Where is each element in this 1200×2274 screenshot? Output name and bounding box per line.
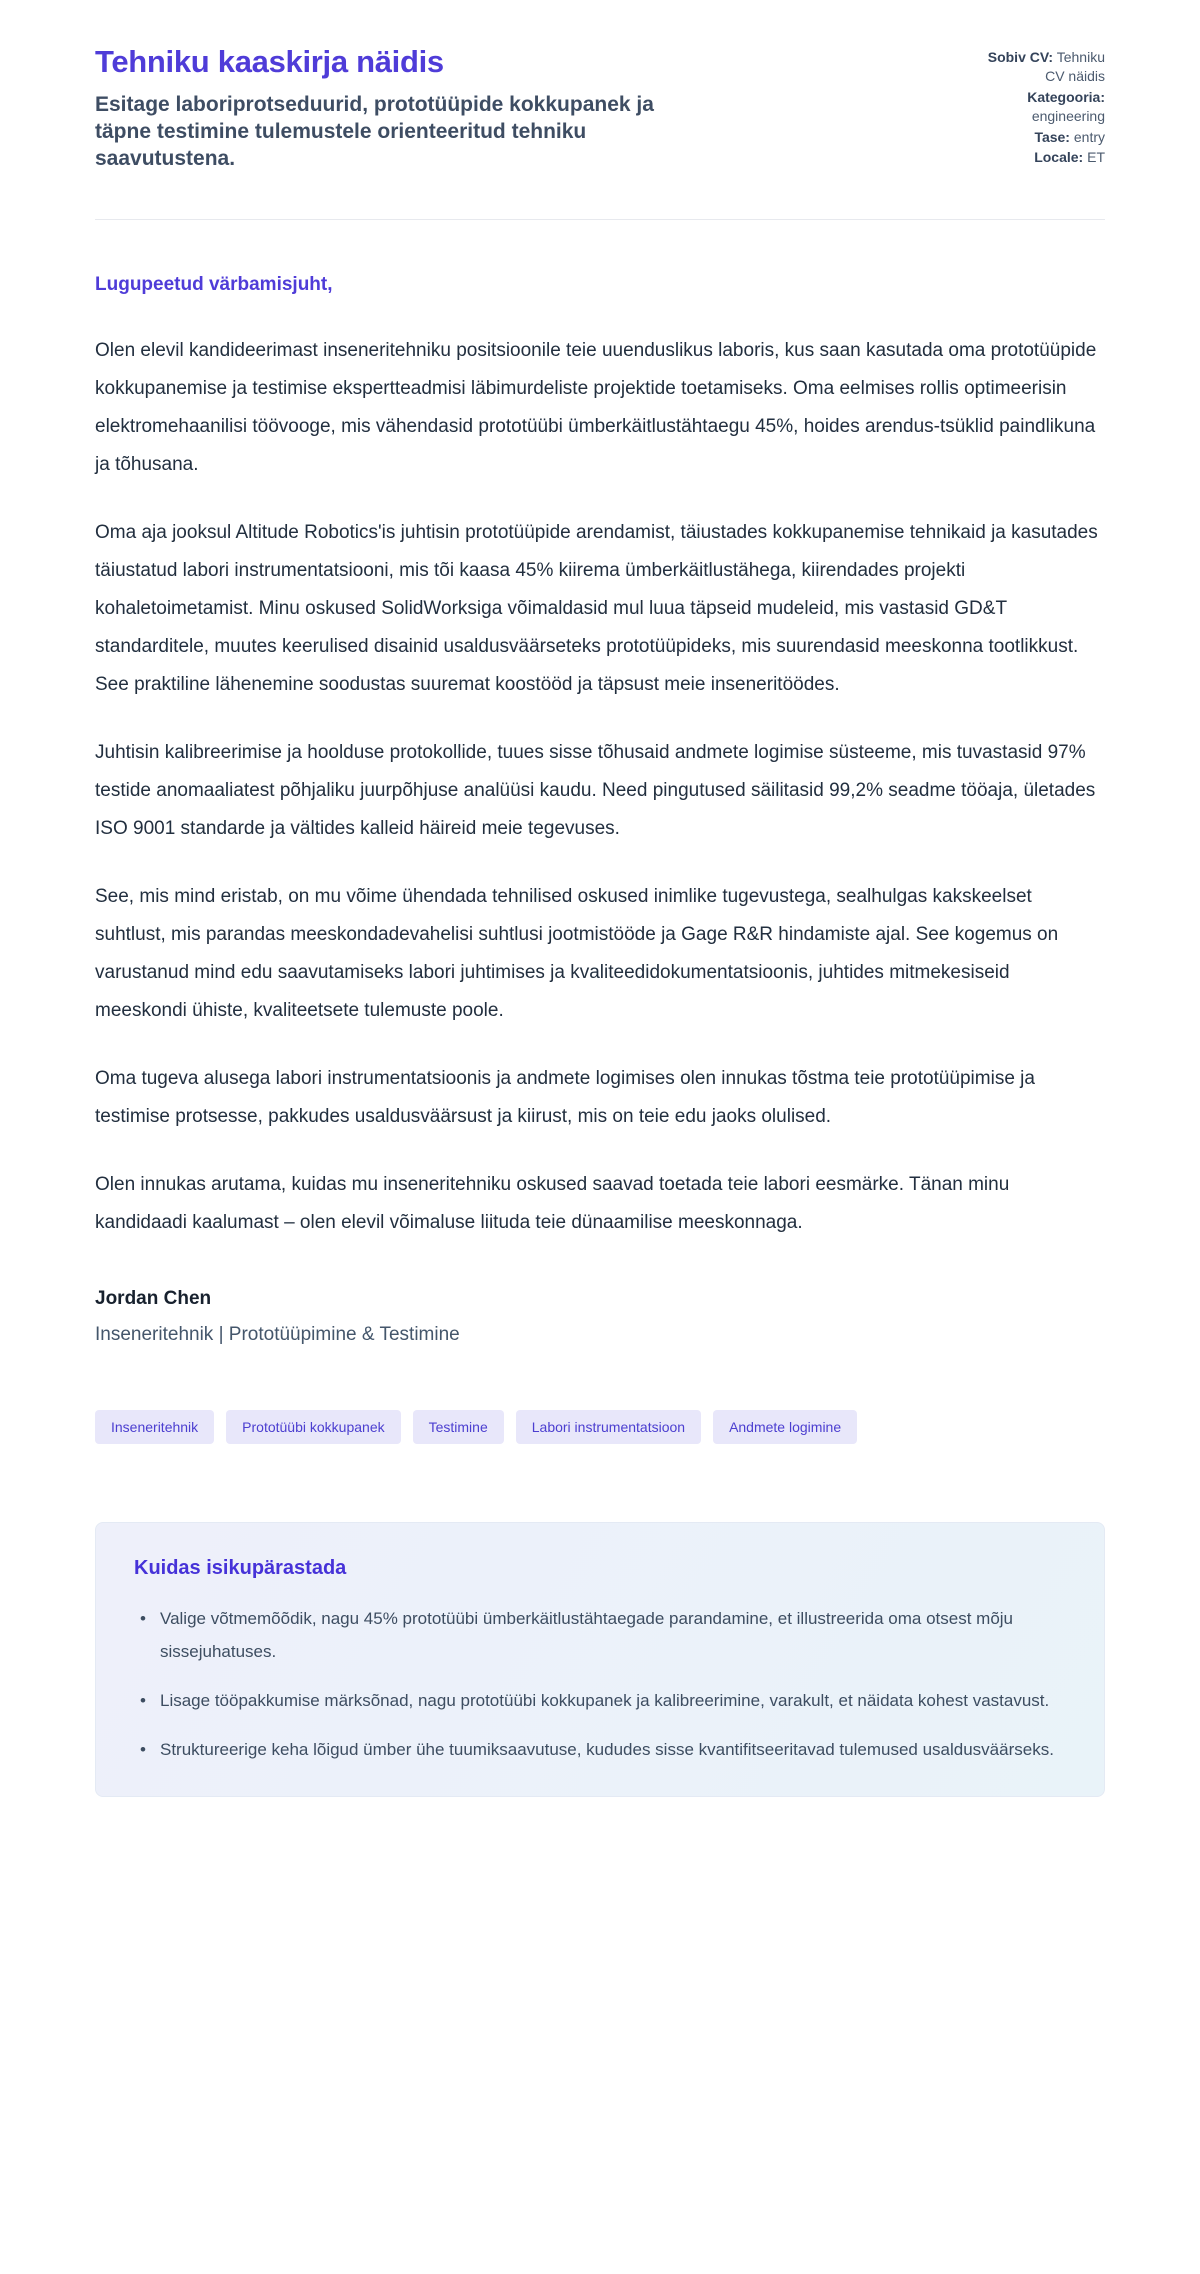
meta-value: ET — [1087, 149, 1105, 166]
letter-body — [95, 274, 1105, 1346]
meta-level — [975, 128, 1105, 147]
meta-panel — [975, 44, 1105, 169]
tip-item — [134, 1684, 1066, 1717]
keyword-tag: Testimine — [413, 1410, 504, 1444]
header-titles — [95, 44, 695, 173]
meta-category — [975, 88, 1105, 126]
meta-value: entry — [1073, 128, 1105, 145]
signature-title: Inseneritehnik | Prototüüpimine & Testimine — [95, 1323, 460, 1345]
tip-text: Lisage tööpakkumise märksõnad, nagu prototüübi kokkupanek ja kalibreerimine, varakult, et näidata kohest vastavust. — [160, 1690, 1050, 1710]
personalization-tips-box — [95, 1522, 1105, 1798]
signature-name: Jordan Chen — [95, 1287, 212, 1309]
keyword-tag: Inseneritehnik — [95, 1410, 214, 1444]
meta-label: Tase: — [1034, 128, 1070, 145]
keyword-tag-list — [95, 1410, 1105, 1444]
header-divider — [95, 219, 1105, 220]
tip-item — [134, 1602, 1066, 1668]
tip-item — [134, 1733, 1066, 1766]
meta-label: Sobiv CV: — [987, 49, 1054, 65]
letter-paragraph-5: Oma tugeva alusega labori instrumentatsioonis ja andmete logimises olen innukas tõstma teie prototüüpimise ja testimise protsesse, pakkudes usaldusväärsust ja kiirust, mis on teie edu jaoks olulised. — [95, 1067, 1035, 1127]
meta-value: engineering — [1031, 107, 1105, 124]
letter-paragraph-3: Juhtisin kalibreerimise ja hoolduse protokollide, tuues sisse tõhusaid andmete logimise süsteeme, mis tuvastasid 97% testide anomaaliatest põhjaliku juurpõhjuse analüüsi kaudu. Need pingutused säilitasid 99,2% seadme tööaja, ületades ISO 9001 standarde ja vältides kalleid häireid meie tegevuses. — [95, 741, 1096, 839]
keyword-tag: Labori instrumentatsioon — [516, 1410, 701, 1444]
page-subtitle: Esitage laboriprotseduurid, prototüüpide kokkupanek ja täpne testimine tulemustele orienteeritud tehniku saavutustena. — [95, 93, 654, 170]
meta-matching-cv — [975, 48, 1105, 86]
tips-list — [134, 1602, 1066, 1767]
keyword-tag: Andmete logimine — [713, 1410, 857, 1444]
page-title: Tehniku kaaskirja näidis — [95, 44, 444, 79]
cover-letter-page — [95, 0, 1105, 1865]
letter-paragraph-6: Olen innukas arutama, kuidas mu inseneritehniku oskused saavad toetada teie labori eesmärke. Tänan minu kandidaadi kaalumast – olen elevil võimaluse liituda teie dünaamilise meeskonnaga. — [95, 1173, 1010, 1233]
letter-paragraph-2: Oma aja jooksul Altitude Robotics'is juhtisin prototüüpide arendamist, täiustades kokkupanemise tehnikaid ja kasutades täiustatud labori instrumentatsiooni, mis tõi kaasa 45% kiirema ümberkäitlustähega, kiirendades projekti kohaletoimetamist. Minu oskused SolidWorksiga võimaldasid mul luua täpseid mudeleid, mis vastasid GD&T standarditele, muutes keerulised disainid usaldusväärseteks prototüüpideks, mis suurendasid meeskonna tootlikkust. See praktiline lähenemine soodustas suuremat koostööd ja täpsust meie inseneritöödes. — [95, 521, 1098, 695]
letter-paragraph-4: See, mis mind eristab, on mu võime ühendada tehnilised oskused inimlike tugevustega, sealhulgas kakskeelset suhtlust, mis parandas meeskondadevahelisi suhtlusi jootmistööde ja Gage R&R hindamiste ajal. See kogemus on varustanud mind edu saavutamiseks labori juhtimises ja kvaliteedidokumentatsioonis, juhtides mitmekesiseid meeskondi ühiste, kvaliteetsete tulemuste poole. — [95, 885, 1059, 1021]
meta-value: Tehniku CV näidis — [1045, 49, 1105, 84]
tip-text: Valige võtmemõõdik, nagu 45% prototüübi ümberkäitlustähtaegade parandamine, et illustreerida oma otsest mõju sissejuhatuses. — [160, 1608, 1014, 1661]
keyword-tag: Prototüübi kokkupanek — [226, 1410, 400, 1444]
meta-locale — [975, 148, 1105, 167]
tips-title: Kuidas isikupärastada — [134, 1556, 347, 1579]
letter-paragraph-1: Olen elevil kandideerimast inseneritehniku positsioonile teie uuenduslikus laboris, kus saan kasutada oma prototüüpide kokkupanemise ja testimise ekspertteadmisi läbimurdeliste projektide toetamiseks. Oma eelmises rollis optimeerisin elektromehaanilisi töövooge, mis vähendasid prototüübi ümberkäitlustähtaegu 45%, hoides arendus-tsüklid paindlikuna ja tõhusana. — [95, 339, 1097, 475]
letter-greeting: Lugupeetud värbamisjuht, — [95, 273, 333, 295]
page-header — [95, 44, 1105, 173]
meta-label: Locale: — [1034, 149, 1084, 166]
meta-label: Kategooria: — [1027, 88, 1105, 105]
tip-text: Struktureerige keha lõigud ümber ühe tuumiksaavutuse, kududes sisse kvantifitseeritavad tulemused usaldusväärseks. — [160, 1740, 1054, 1760]
